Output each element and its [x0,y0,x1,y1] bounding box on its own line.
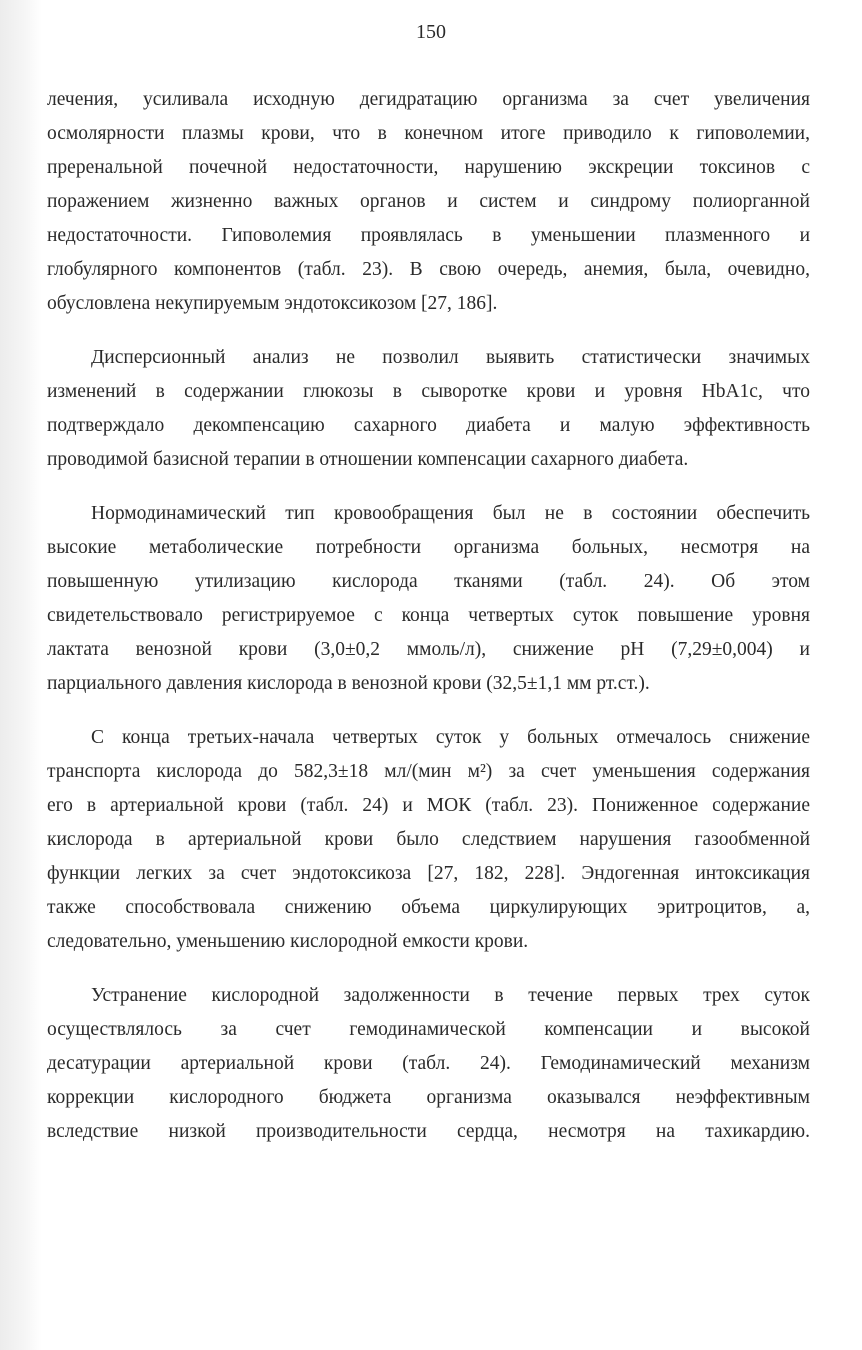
text-line: лактата венозной крови (3,0±0,2 ммоль/л), снижение рН (7,29±0,004) и [47,639,810,660]
text-line: функции легких за счет эндотоксикоза [27, 182, 228]. Эндогенная интоксикация [47,863,810,884]
text-line: свидетельствовало регистрируемое с конца четвертых суток повышение уровня [47,605,810,626]
paragraph [47,341,810,477]
text-line: вследствие низкой производительности сердца, несмотря на тахикардию. [47,1121,810,1142]
text-line: осуществлялось за счет гемодинамической компенсации и высокой [47,1019,810,1040]
text-line: Нормодинамический тип кровообращения был не в состоянии обеспечить [91,503,810,524]
text-line: его в артериальной крови (табл. 24) и МОК (табл. 23). Пониженное содержание [47,795,810,816]
paragraph [47,979,810,1149]
text-line: повышенную утилизацию кислорода тканями (табл. 24). Об этом [47,571,810,592]
text-line: следовательно, уменьшению кислородной емкости крови. [47,931,529,952]
text-line: десатурации артериальной крови (табл. 24). Гемодинамический механизм [47,1053,810,1074]
paragraph [47,721,810,959]
text-line: парциального давления кислорода в венозной крови (32,5±1,1 мм рт.ст.). [47,673,650,694]
text-line: С конца третьих-начала четвертых суток у больных отмечалось снижение [91,727,810,748]
text-line: кислорода в артериальной крови было следствием нарушения газообменной [47,829,810,850]
page-number: 150 [416,21,446,43]
text-line: коррекции кислородного бюджета организма оказывался неэффективным [47,1087,810,1108]
text-line: поражением жизненно важных органов и систем и синдрому полиорганной [47,191,810,212]
paragraph [47,83,810,321]
text-line: проводимой базисной терапии в отношении компенсации сахарного диабета. [47,449,689,470]
text-line: Дисперсионный анализ не позволил выявить статистически значимых [91,347,810,368]
text-line: преренальной почечной недостаточности, нарушению экскреции токсинов с [47,157,810,178]
text-line: осмолярности плазмы крови, что в конечном итоге приводило к гиповолемии, [47,123,810,144]
text-line: обусловлена некупируемым эндотоксикозом [27, 186]. [47,293,498,314]
text-line: также способствовала снижению объема циркулирующих эритроцитов, а, [47,897,810,918]
text-line: изменений в содержании глюкозы в сыворотке крови и уровня HbA1c, что [47,381,810,402]
text-line: высокие метаболические потребности организма больных, несмотря на [47,537,810,558]
text-line: лечения, усиливала исходную дегидратацию организма за счет увеличения [47,89,810,110]
text-line: подтверждало декомпенсацию сахарного диабета и малую эффективность [47,415,810,436]
text-line: глобулярного компонентов (табл. 23). В свою очередь, анемия, была, очевидно, [47,259,810,280]
document-body [47,83,810,1149]
text-line: недостаточности. Гиповолемия проявлялась в уменьшении плазменного и [47,225,810,246]
text-line: Устранение кислородной задолженности в течение первых трех суток [91,985,810,1006]
scan-shadow [0,0,42,1350]
paragraph [47,497,810,701]
text-line: транспорта кислорода до 582,3±18 мл/(мин м²) за счет уменьшения содержания [47,761,810,782]
